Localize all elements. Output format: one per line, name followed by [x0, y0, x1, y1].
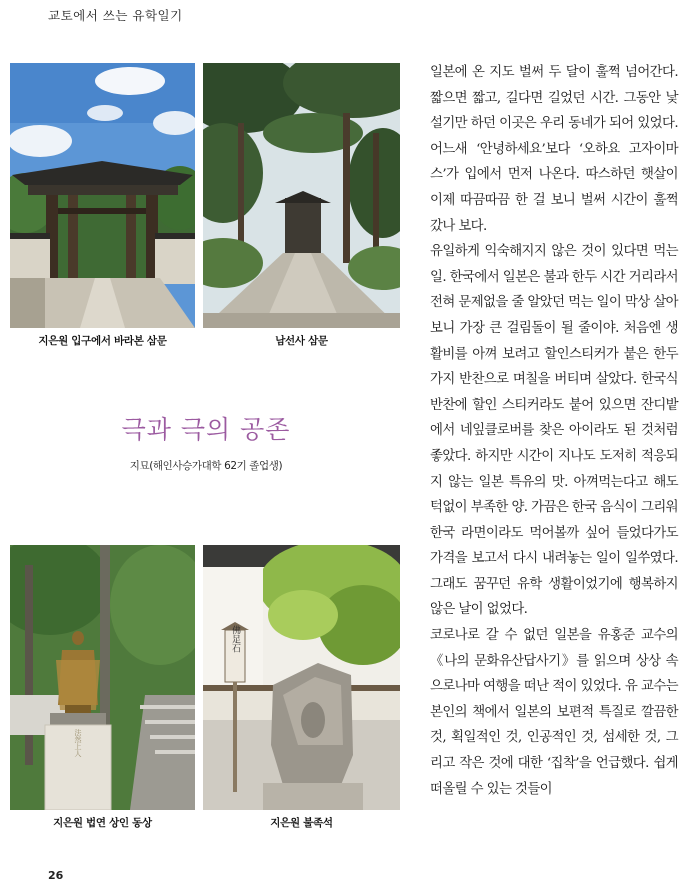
photo-caption: 지은원 법연 상인 동상 — [53, 817, 152, 829]
article-body — [430, 60, 678, 802]
running-header: 교토에서 쓰는 유학일기 — [48, 8, 183, 23]
photo-nanzenji-gate — [203, 63, 400, 328]
photo-caption: 지은원 불족석 — [270, 817, 333, 829]
article-paragraph: 일본에 온 지도 벌써 두 달이 훌쩍 넘어간다. 짧으면 짧고, 길다면 길었던 시간. 그동안 낯설기만 하던 이곳은 우리 동네가 되어 있었다. 어느새 ‘안녕하세요’보다 ‘오하요 고자이마스’가 입에서 먼저 나온다. 따스하던 햇살이 이제 따끔따끔 한 걸 보니 벌써 시간이 훌쩍 갔나 보다. — [430, 65, 678, 234]
stone-sign: 佛足石 — [230, 625, 240, 653]
statue-plaque: 法然上人 — [74, 729, 82, 757]
photo-honen-statue — [10, 545, 195, 810]
article-paragraph: 코로나로 갈 수 없던 일본을 유홍준 교수의 《나의 문화유산답사기》를 읽으며 상상 속으로나마 여행을 떠난 적이 있었다. 유 교수는 본인의 책에서 일본의 보편적 특질로 깔끔한 것, 획일적인 것, 인공적인 것, 섬세한 것, 그리고 작은 것에 대한 ‘집착’을 언급했다. 쉽게 떠올릴 수 있는 것들이 — [430, 628, 678, 797]
page-number: 26 — [48, 869, 64, 882]
photo-buddha-footprint-stone — [203, 545, 400, 810]
article-paragraph: 유일하게 익숙해지지 않은 것이 있다면 먹는 일. 한국에서 일본은 불과 한두 시간 거리라서 전혀 문제없을 줄 알았던 먹는 일이 막상 살아보니 가장 큰 걸림돌이 될 줄이야. 처음엔 생활비를 아껴 보려고 할인스티커가 붙은 한두 가지 반찬으로 며칠을 버티며 살았다. 한국식 반찬에 할인 스티커라도 붙어 있으면 잔디밭에서 네잎클로버를 찾은 아이라도 된 것처럼 좋았다. 하지만 시간이 지나도 도저히 적응되지 않는 일본 특유의 맛. 아껴먹는다고 해도 턱없이 부족한 양. 가끔은 한국 음식이 그리워 한국 라면이라도 먹어볼까 싶어 들었다가도 가격을 보고서 다시 내려놓는 일이 일쑤였다. 그래도 꿈꾸던 유학 생활이었기에 행복하지 않은 날이 없었다. — [430, 244, 678, 618]
article-author: 지묘(해인사승가대학 62기 졸업생) — [129, 460, 283, 472]
article-title: 극과 극의 공존 — [121, 415, 291, 444]
photo-caption: 남선사 삼문 — [275, 335, 328, 347]
photo-jioninn-gate — [10, 63, 195, 328]
photo-caption: 지은원 입구에서 바라본 삼문 — [38, 335, 167, 347]
